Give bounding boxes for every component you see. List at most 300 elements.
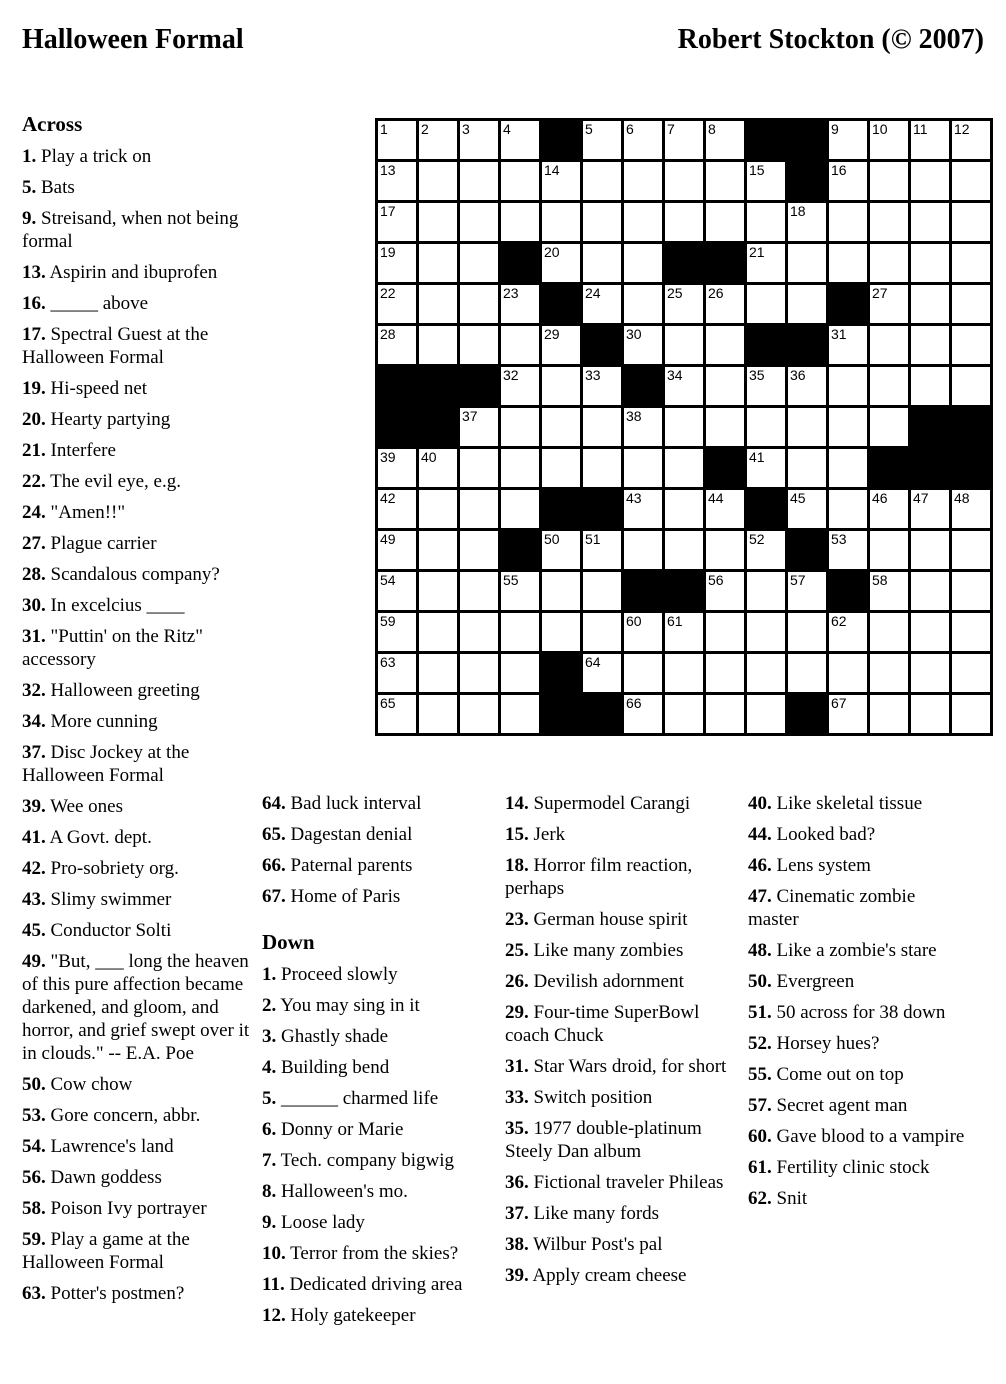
grid-cell[interactable] bbox=[665, 531, 703, 569]
clue-across-19: 19. Hi-speed net bbox=[22, 378, 148, 399]
cell-number: 16 bbox=[831, 162, 847, 178]
grid-cell[interactable] bbox=[665, 613, 703, 651]
grid-cell[interactable] bbox=[911, 121, 949, 159]
grid-cell[interactable] bbox=[747, 285, 785, 323]
grid-cell[interactable] bbox=[419, 695, 457, 733]
grid-cell[interactable] bbox=[583, 162, 621, 200]
grid-cell[interactable] bbox=[952, 531, 990, 569]
grid-cell[interactable] bbox=[870, 203, 908, 241]
clue-number: 63. bbox=[22, 1283, 46, 1304]
cell-number: 14 bbox=[544, 162, 560, 178]
grid-cell[interactable] bbox=[378, 285, 416, 323]
grid-cell[interactable] bbox=[829, 490, 867, 528]
grid-cell[interactable] bbox=[624, 203, 662, 241]
grid-cell[interactable] bbox=[542, 326, 580, 364]
grid-cell[interactable] bbox=[583, 531, 621, 569]
grid-cell[interactable] bbox=[378, 449, 416, 487]
clue-across-31: 31. "Puttin' on the Ritz" accessory bbox=[22, 626, 203, 670]
grid-cell[interactable] bbox=[952, 285, 990, 323]
grid-cell[interactable] bbox=[624, 531, 662, 569]
grid-cell[interactable] bbox=[419, 572, 457, 610]
clue-number: 32. bbox=[22, 680, 46, 701]
grid-cell[interactable] bbox=[829, 121, 867, 159]
grid-cell[interactable] bbox=[501, 285, 539, 323]
grid-cell[interactable] bbox=[460, 121, 498, 159]
grid-cell[interactable] bbox=[583, 449, 621, 487]
grid-cell[interactable] bbox=[911, 654, 949, 692]
clue-across-50: 50. Cow chow bbox=[22, 1074, 133, 1095]
grid-cell[interactable] bbox=[952, 121, 990, 159]
grid-cell[interactable] bbox=[665, 326, 703, 364]
cell-number: 15 bbox=[749, 162, 765, 178]
grid-cell[interactable] bbox=[788, 572, 826, 610]
grid-cell[interactable] bbox=[911, 285, 949, 323]
grid-cell[interactable] bbox=[911, 367, 949, 405]
clue-number: 55. bbox=[748, 1064, 772, 1085]
grid-cell[interactable] bbox=[829, 367, 867, 405]
grid-cell[interactable] bbox=[378, 326, 416, 364]
clue-column-4 bbox=[748, 792, 970, 1218]
grid-cell[interactable] bbox=[706, 285, 744, 323]
clue-number: 22. bbox=[22, 471, 46, 492]
grid-cell[interactable] bbox=[501, 654, 539, 692]
grid-cell[interactable] bbox=[665, 449, 703, 487]
grid-cell[interactable] bbox=[788, 613, 826, 651]
grid-cell[interactable] bbox=[665, 367, 703, 405]
cell-number: 46 bbox=[872, 490, 888, 506]
clue-across-37: 37. Disc Jockey at the Halloween Formal bbox=[22, 742, 190, 786]
clue-down-51: 51. 50 across for 38 down bbox=[748, 1002, 946, 1023]
grid-cell[interactable] bbox=[419, 203, 457, 241]
grid-cell[interactable] bbox=[378, 613, 416, 651]
grid-cell[interactable] bbox=[583, 244, 621, 282]
clue-column-3 bbox=[505, 792, 733, 1295]
cell-number: 45 bbox=[790, 490, 806, 506]
grid-cell[interactable] bbox=[870, 408, 908, 446]
clue-across-17: 17. Spectral Guest at the Halloween Formal bbox=[22, 324, 209, 368]
clue-number: 39. bbox=[22, 796, 46, 817]
grid-cell[interactable] bbox=[624, 121, 662, 159]
grid-cell[interactable] bbox=[378, 490, 416, 528]
grid-cell[interactable] bbox=[706, 121, 744, 159]
grid-cell[interactable] bbox=[624, 244, 662, 282]
grid-cell[interactable] bbox=[501, 162, 539, 200]
clue-down-50: 50. Evergreen bbox=[748, 971, 855, 992]
grid-cell[interactable] bbox=[419, 285, 457, 323]
cell-number: 1 bbox=[380, 121, 388, 137]
grid-cell[interactable] bbox=[501, 613, 539, 651]
grid-cell[interactable] bbox=[870, 654, 908, 692]
grid-cell[interactable] bbox=[665, 408, 703, 446]
grid-cell[interactable] bbox=[583, 121, 621, 159]
grid-cell[interactable] bbox=[501, 572, 539, 610]
clue-number: 66. bbox=[262, 855, 286, 876]
grid-cell-black bbox=[624, 572, 662, 610]
grid-cell[interactable] bbox=[624, 449, 662, 487]
cell-number: 34 bbox=[667, 367, 683, 383]
clue-across-5: 5. Bats bbox=[22, 177, 75, 198]
cell-number: 49 bbox=[380, 531, 396, 547]
grid-cell[interactable] bbox=[788, 244, 826, 282]
grid-cell[interactable] bbox=[706, 162, 744, 200]
grid-cell[interactable] bbox=[829, 613, 867, 651]
clue-across-13: 13. Aspirin and ibuprofen bbox=[22, 262, 218, 283]
grid-cell[interactable] bbox=[788, 449, 826, 487]
cell-number: 26 bbox=[708, 285, 724, 301]
grid-cell[interactable] bbox=[460, 572, 498, 610]
clue-down-40: 40. Like skeletal tissue bbox=[748, 793, 923, 814]
clue-down-23: 23. German house spirit bbox=[505, 909, 688, 930]
grid-cell-black bbox=[624, 367, 662, 405]
clue-number: 8. bbox=[262, 1181, 277, 1202]
grid-cell[interactable] bbox=[378, 531, 416, 569]
clue-number: 59. bbox=[22, 1229, 46, 1250]
grid-cell[interactable] bbox=[378, 572, 416, 610]
grid-cell[interactable] bbox=[460, 490, 498, 528]
grid-cell[interactable] bbox=[542, 613, 580, 651]
grid-cell[interactable] bbox=[911, 326, 949, 364]
grid-cell[interactable] bbox=[542, 203, 580, 241]
grid-cell-black bbox=[665, 244, 703, 282]
clue-down-44: 44. Looked bad? bbox=[748, 824, 876, 845]
grid-cell[interactable] bbox=[460, 285, 498, 323]
grid-cell[interactable] bbox=[378, 244, 416, 282]
grid-cell[interactable] bbox=[952, 326, 990, 364]
clue-number: 58. bbox=[22, 1198, 46, 1219]
grid-cell[interactable] bbox=[952, 572, 990, 610]
clue-down-55: 55. Come out on top bbox=[748, 1064, 904, 1085]
clue-number: 42. bbox=[22, 858, 46, 879]
grid-cell[interactable] bbox=[747, 654, 785, 692]
grid-cell[interactable] bbox=[378, 121, 416, 159]
clue-down-33: 33. Switch position bbox=[505, 1087, 653, 1108]
cell-number: 44 bbox=[708, 490, 724, 506]
grid-cell[interactable] bbox=[378, 695, 416, 733]
grid-cell[interactable] bbox=[870, 613, 908, 651]
clue-number: 20. bbox=[22, 409, 46, 430]
grid-cell[interactable] bbox=[911, 531, 949, 569]
clue-across-20: 20. Hearty partying bbox=[22, 409, 171, 430]
grid-cell[interactable] bbox=[583, 613, 621, 651]
clue-number: 40. bbox=[748, 793, 772, 814]
grid-cell[interactable] bbox=[870, 121, 908, 159]
grid-cell[interactable] bbox=[706, 572, 744, 610]
grid-cell[interactable] bbox=[870, 531, 908, 569]
grid-cell[interactable] bbox=[419, 490, 457, 528]
clue-number: 56. bbox=[22, 1167, 46, 1188]
grid-cell[interactable] bbox=[747, 367, 785, 405]
grid-cell[interactable] bbox=[747, 244, 785, 282]
cell-number: 63 bbox=[380, 654, 396, 670]
grid-cell-black bbox=[829, 285, 867, 323]
grid-cell[interactable] bbox=[460, 244, 498, 282]
clue-number: 10. bbox=[262, 1243, 286, 1264]
grid-cell[interactable] bbox=[870, 367, 908, 405]
down-heading: Down bbox=[262, 930, 315, 954]
grid-cell[interactable] bbox=[952, 203, 990, 241]
grid-cell[interactable] bbox=[501, 367, 539, 405]
grid-cell[interactable] bbox=[419, 326, 457, 364]
grid-cell[interactable] bbox=[460, 408, 498, 446]
grid-cell[interactable] bbox=[911, 490, 949, 528]
clue-number: 13. bbox=[22, 262, 46, 283]
grid-cell[interactable] bbox=[952, 244, 990, 282]
grid-cell[interactable] bbox=[460, 203, 498, 241]
grid-cell[interactable] bbox=[583, 285, 621, 323]
grid-cell[interactable] bbox=[460, 695, 498, 733]
grid-cell[interactable] bbox=[624, 408, 662, 446]
grid-cell[interactable] bbox=[911, 613, 949, 651]
grid-cell[interactable] bbox=[460, 326, 498, 364]
grid-cell[interactable] bbox=[460, 162, 498, 200]
grid-cell[interactable] bbox=[747, 203, 785, 241]
cell-number: 56 bbox=[708, 572, 724, 588]
clue-number: 61. bbox=[748, 1157, 772, 1178]
grid-cell[interactable] bbox=[419, 244, 457, 282]
grid-cell[interactable] bbox=[665, 162, 703, 200]
clue-down-60: 60. Gave blood to a vampire bbox=[748, 1126, 965, 1147]
clue-across-59: 59. Play a game at the Halloween Formal bbox=[22, 1229, 190, 1273]
grid-cell[interactable] bbox=[952, 367, 990, 405]
grid-cell[interactable] bbox=[624, 162, 662, 200]
grid-cell[interactable] bbox=[829, 654, 867, 692]
grid-cell[interactable] bbox=[870, 695, 908, 733]
grid-cell[interactable] bbox=[706, 367, 744, 405]
grid-cell[interactable] bbox=[706, 490, 744, 528]
clue-number: 1. bbox=[262, 964, 277, 985]
cell-number: 51 bbox=[585, 531, 601, 547]
grid-cell[interactable] bbox=[706, 695, 744, 733]
grid-cell[interactable] bbox=[460, 449, 498, 487]
grid-cell[interactable] bbox=[788, 203, 826, 241]
grid-cell-black bbox=[952, 449, 990, 487]
grid-cell[interactable] bbox=[460, 613, 498, 651]
grid-cell[interactable] bbox=[624, 654, 662, 692]
grid-cell[interactable] bbox=[829, 162, 867, 200]
clue-down-62: 62. Snit bbox=[748, 1188, 808, 1209]
grid-cell[interactable] bbox=[747, 531, 785, 569]
grid-cell-black bbox=[542, 695, 580, 733]
grid-cell[interactable] bbox=[829, 244, 867, 282]
grid-cell[interactable] bbox=[501, 121, 539, 159]
cell-number: 22 bbox=[380, 285, 396, 301]
grid-cell[interactable] bbox=[952, 490, 990, 528]
cell-number: 53 bbox=[831, 531, 847, 547]
grid-cell[interactable] bbox=[706, 326, 744, 364]
grid-cell[interactable] bbox=[665, 695, 703, 733]
grid-cell[interactable] bbox=[870, 326, 908, 364]
grid-cell-black bbox=[419, 367, 457, 405]
clue-number: 5. bbox=[262, 1088, 277, 1109]
grid-cell[interactable] bbox=[747, 162, 785, 200]
cell-number: 66 bbox=[626, 695, 642, 711]
grid-cell[interactable] bbox=[583, 572, 621, 610]
grid-cell[interactable] bbox=[747, 449, 785, 487]
grid-cell[interactable] bbox=[501, 695, 539, 733]
grid-cell[interactable] bbox=[419, 162, 457, 200]
grid-cell[interactable] bbox=[460, 531, 498, 569]
grid-cell[interactable] bbox=[542, 449, 580, 487]
clue-down-25: 25. Like many zombies bbox=[505, 940, 684, 961]
grid-cell-black bbox=[460, 367, 498, 405]
grid-cell[interactable] bbox=[624, 326, 662, 364]
crossword-grid bbox=[375, 118, 993, 736]
grid-cell-black bbox=[665, 572, 703, 610]
grid-cell[interactable] bbox=[747, 695, 785, 733]
cell-number: 42 bbox=[380, 490, 396, 506]
grid-cell[interactable] bbox=[788, 367, 826, 405]
grid-cell[interactable] bbox=[829, 531, 867, 569]
clue-down-38: 38. Wilbur Post's pal bbox=[505, 1234, 663, 1255]
grid-cell[interactable] bbox=[542, 244, 580, 282]
grid-cell-black bbox=[911, 408, 949, 446]
clue-number: 36. bbox=[505, 1172, 529, 1193]
clue-down-61: 61. Fertility clinic stock bbox=[748, 1157, 930, 1178]
clue-number: 65. bbox=[262, 824, 286, 845]
clue-across-39: 39. Wee ones bbox=[22, 796, 124, 817]
cell-number: 13 bbox=[380, 162, 396, 178]
grid-cell-black bbox=[788, 531, 826, 569]
grid-cell[interactable] bbox=[706, 654, 744, 692]
grid-cell[interactable] bbox=[501, 326, 539, 364]
grid-cell[interactable] bbox=[706, 203, 744, 241]
grid-cell[interactable] bbox=[665, 121, 703, 159]
grid-cell[interactable] bbox=[624, 285, 662, 323]
grid-cell-black bbox=[747, 326, 785, 364]
grid-cell[interactable] bbox=[706, 531, 744, 569]
grid-cell[interactable] bbox=[788, 285, 826, 323]
grid-cell[interactable] bbox=[624, 695, 662, 733]
clue-number: 4. bbox=[262, 1057, 277, 1078]
clue-number: 47. bbox=[748, 886, 772, 907]
grid-cell[interactable] bbox=[665, 285, 703, 323]
cell-number: 6 bbox=[626, 121, 634, 137]
grid-cell[interactable] bbox=[952, 162, 990, 200]
grid-cell[interactable] bbox=[911, 162, 949, 200]
cell-number: 29 bbox=[544, 326, 560, 342]
grid-cell[interactable] bbox=[952, 695, 990, 733]
grid-cell[interactable] bbox=[911, 695, 949, 733]
across-heading: Across bbox=[22, 112, 83, 136]
grid-cell[interactable] bbox=[829, 695, 867, 733]
clue-down-7: 7. Tech. company bigwig bbox=[262, 1150, 454, 1171]
grid-cell[interactable] bbox=[419, 449, 457, 487]
grid-cell[interactable] bbox=[378, 162, 416, 200]
cell-number: 19 bbox=[380, 244, 396, 260]
grid-cell[interactable] bbox=[829, 326, 867, 364]
grid-cell[interactable] bbox=[952, 613, 990, 651]
grid-cell[interactable] bbox=[829, 408, 867, 446]
grid-cell[interactable] bbox=[542, 408, 580, 446]
grid-cell[interactable] bbox=[542, 572, 580, 610]
cell-number: 37 bbox=[462, 408, 478, 424]
grid-cell[interactable] bbox=[583, 408, 621, 446]
grid-cell[interactable] bbox=[829, 449, 867, 487]
cell-number: 38 bbox=[626, 408, 642, 424]
grid-cell[interactable] bbox=[788, 654, 826, 692]
grid-cell[interactable] bbox=[419, 121, 457, 159]
grid-cell-black bbox=[788, 162, 826, 200]
grid-cell[interactable] bbox=[542, 531, 580, 569]
grid-cell[interactable] bbox=[583, 367, 621, 405]
grid-cell[interactable] bbox=[911, 572, 949, 610]
grid-cell-black bbox=[747, 121, 785, 159]
clue-number: 53. bbox=[22, 1105, 46, 1126]
clue-down-6: 6. Donny or Marie bbox=[262, 1119, 404, 1140]
grid-cell[interactable] bbox=[747, 408, 785, 446]
grid-cell[interactable] bbox=[419, 531, 457, 569]
clue-across-30: 30. In excelcius ____ bbox=[22, 595, 185, 616]
cell-number: 11 bbox=[913, 121, 928, 137]
grid-cell[interactable] bbox=[665, 490, 703, 528]
grid-cell[interactable] bbox=[501, 408, 539, 446]
cell-number: 25 bbox=[667, 285, 683, 301]
grid-cell[interactable] bbox=[870, 162, 908, 200]
grid-cell[interactable] bbox=[870, 490, 908, 528]
grid-cell[interactable] bbox=[870, 244, 908, 282]
grid-cell[interactable] bbox=[952, 654, 990, 692]
grid-cell[interactable] bbox=[788, 490, 826, 528]
cell-number: 18 bbox=[790, 203, 806, 219]
clue-down-1: 1. Proceed slowly bbox=[262, 964, 398, 985]
grid-cell[interactable] bbox=[706, 613, 744, 651]
grid-cell[interactable] bbox=[665, 203, 703, 241]
clue-across-32: 32. Halloween greeting bbox=[22, 680, 200, 701]
clue-across-58: 58. Poison Ivy portrayer bbox=[22, 1198, 207, 1219]
grid-cell[interactable] bbox=[624, 490, 662, 528]
clue-across-41: 41. A Govt. dept. bbox=[22, 827, 152, 848]
grid-cell[interactable] bbox=[911, 244, 949, 282]
grid-cell[interactable] bbox=[378, 203, 416, 241]
grid-cell[interactable] bbox=[829, 203, 867, 241]
grid-cell[interactable] bbox=[747, 572, 785, 610]
grid-cell-black bbox=[378, 408, 416, 446]
grid-cell[interactable] bbox=[501, 490, 539, 528]
grid-cell[interactable] bbox=[665, 654, 703, 692]
clue-number: 39. bbox=[505, 1265, 529, 1286]
grid-cell[interactable] bbox=[624, 613, 662, 651]
clue-number: 46. bbox=[748, 855, 772, 876]
clue-number: 30. bbox=[22, 595, 46, 616]
clue-down-12: 12. Holy gatekeeper bbox=[262, 1305, 416, 1326]
grid-cell[interactable] bbox=[419, 613, 457, 651]
grid-cell[interactable] bbox=[911, 203, 949, 241]
clue-number: 28. bbox=[22, 564, 46, 585]
grid-cell[interactable] bbox=[870, 285, 908, 323]
grid-cell[interactable] bbox=[747, 613, 785, 651]
grid-cell[interactable] bbox=[542, 162, 580, 200]
cell-number: 67 bbox=[831, 695, 847, 711]
grid-cell[interactable] bbox=[460, 654, 498, 692]
grid-cell[interactable] bbox=[706, 408, 744, 446]
grid-cell[interactable] bbox=[870, 572, 908, 610]
grid-cell[interactable] bbox=[788, 408, 826, 446]
clue-across-27: 27. Plague carrier bbox=[22, 533, 157, 554]
clue-number: 49. bbox=[22, 951, 46, 972]
grid-cell[interactable] bbox=[501, 203, 539, 241]
grid-cell[interactable] bbox=[583, 203, 621, 241]
clue-across-9: 9. Streisand, when not being formal bbox=[22, 208, 239, 252]
grid-cell[interactable] bbox=[419, 654, 457, 692]
grid-cell-black bbox=[583, 490, 621, 528]
grid-cell[interactable] bbox=[583, 654, 621, 692]
grid-cell-black bbox=[542, 285, 580, 323]
grid-cell[interactable] bbox=[501, 449, 539, 487]
clue-number: 38. bbox=[505, 1234, 529, 1255]
grid-cell[interactable] bbox=[542, 367, 580, 405]
grid-cell[interactable] bbox=[378, 654, 416, 692]
grid-cell-black bbox=[542, 490, 580, 528]
